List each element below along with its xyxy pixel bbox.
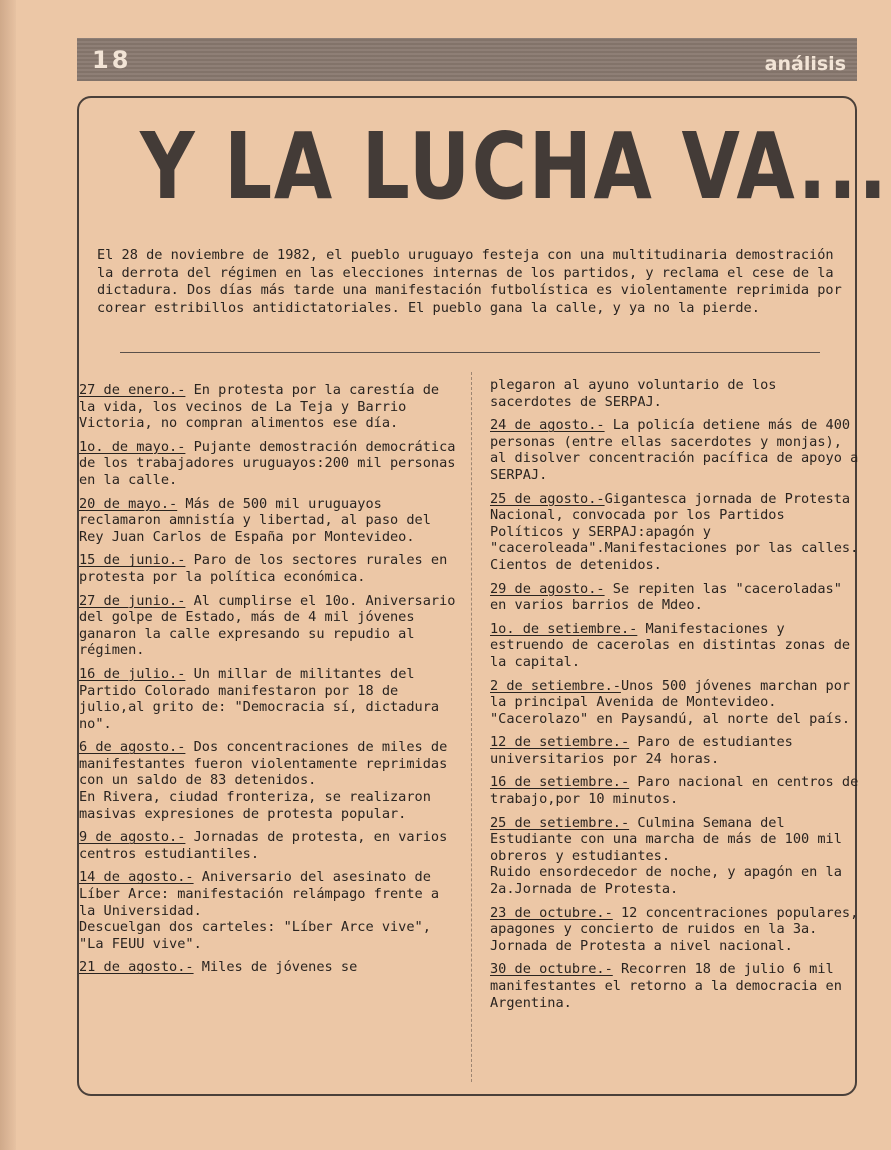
entry-date: 24 de agosto.- xyxy=(490,417,605,434)
entry-date: 25 de agosto.- xyxy=(490,490,605,507)
timeline-entry xyxy=(79,739,457,822)
entry-text: 12 concentraciones populares, apagones y concierto de ruidos en la 3a. Jornada de Protesta a nivel nacional. xyxy=(490,904,859,954)
entry-text: Más de 500 mil uruguayos reclamaron amnistía y libertad, al paso del Rey Juan Carlos de España por Montevideo. xyxy=(79,495,431,545)
entry-text: Paro nacional en centros de trabajo,por 10 minutos. xyxy=(490,774,859,808)
entry-date: 16 de julio.- xyxy=(79,665,186,682)
entry-date: 29 de agosto.- xyxy=(490,580,605,597)
entry-text: Al cumplirse el 10o. Aniversario del golpe de Estado, más de 4 mil jóvenes ganaron la calle expresando su repudio al régimen. xyxy=(79,592,456,659)
entry-date: 15 de junio.- xyxy=(79,552,186,569)
timeline-entry xyxy=(490,905,860,955)
entry-note: En Rivera, ciudad fronteriza, se realizaron masivas expresiones de protesta popular. xyxy=(79,789,431,822)
timeline-entry xyxy=(79,959,457,976)
section-label: análisis xyxy=(764,53,846,75)
timeline-entry xyxy=(79,496,457,546)
entry-text: Paro de estudiantes universitarios por 24 horas. xyxy=(490,734,793,767)
timeline-entry xyxy=(490,774,860,807)
entry-date: 27 de junio.- xyxy=(79,592,186,609)
timeline-entry xyxy=(490,491,860,574)
article-headline: Y LA LUCHA VA... xyxy=(140,113,889,220)
entry-text: Un millar de militantes del Partido Colorado manifestaron por 18 de julio,al grito de: "Democracia sí, dictadura no". xyxy=(79,665,440,732)
entry-text: Pujante demostración democrática de los trabajadores uruguayos:200 mil personas en la calle. xyxy=(79,438,456,488)
timeline-entry xyxy=(490,734,860,767)
entry-text: Recorren 18 de julio 6 mil manifestantes el retorno a la democracia en Argentina. xyxy=(490,961,842,1011)
left-column xyxy=(79,382,457,983)
timeline-entry xyxy=(79,593,457,659)
entry-text: Paro de los sectores rurales en protesta por la política económica. xyxy=(79,552,448,585)
entry-date: 23 de octubre.- xyxy=(490,904,613,921)
timeline-entry xyxy=(490,961,860,1011)
entry-note: "Cacerolazo" en Paysandú, al norte del país. xyxy=(490,710,851,727)
entry-text: La policía detiene más de 400 personas (entre ellas sacerdotes y monjas), al disolver concentración pacífica de apoyo a SERPAJ. xyxy=(490,417,859,483)
intro-divider xyxy=(120,352,820,353)
article-intro: El 28 de noviembre de 1982, el pueblo uruguayo festeja con una multitudinaria demostración la derrota del régimen en las elecciones internas de los partidos, y reclama el cese de la dictadura. Dos días más tarde una manifestación futbolística es violentamente reprimida por corear estribillos antidictatoriales. El pueblo gana la calle, y ya no la pierde. xyxy=(97,247,842,316)
right-column xyxy=(490,377,860,1018)
entry-text: Unos 500 jóvenes marchan por la principal Avenida de Montevideo. xyxy=(490,677,851,711)
entry-text: Dos concentraciones de miles de manifestantes fueron violentamente reprimidas con un saldo de 83 detenidos. xyxy=(79,739,448,789)
timeline-entry xyxy=(79,829,457,862)
entry-date: 30 de octubre.- xyxy=(490,961,613,978)
timeline-entry xyxy=(79,869,457,952)
entry-date: 6 de agosto.- xyxy=(79,739,186,756)
entry-note: Ruido ensordecedor de noche, y apagón en la 2a.Jornada de Protesta. xyxy=(490,864,842,898)
entry-date: 14 de agosto.- xyxy=(79,869,194,886)
page-edge-shadow xyxy=(0,0,16,1150)
page-number: 18 xyxy=(92,46,132,74)
entry-text: Se repiten las "caceroladas" en varios barrios de Mdeo. xyxy=(490,580,842,614)
entry-text: Jornadas de protesta, en varios centros estudiantiles. xyxy=(79,829,448,862)
entry-date: 27 de enero.- xyxy=(79,382,186,398)
entry-date: 21 de agosto.- xyxy=(79,959,194,976)
entry-text: Manifestaciones y estruendo de cacerolas en distintas zonas de la capital. xyxy=(490,620,851,670)
timeline-entry xyxy=(490,581,860,614)
entry-text: Gigantesca jornada de Protesta Nacional, convocada por los Partidos Políticos y SERPAJ:apagón y "caceroleada".Manifestaciones por las calles. Cientos de detenidos. xyxy=(490,490,859,573)
timeline-entry xyxy=(490,417,860,483)
entry-text: plegaron al ayuno voluntario de los sacerdotes de SERPAJ. xyxy=(490,377,777,410)
entry-date: 1o. de mayo.- xyxy=(79,438,186,455)
timeline-entry xyxy=(79,382,457,432)
entry-date: 1o. de setiembre.- xyxy=(490,620,638,637)
timeline-entry xyxy=(79,552,457,585)
entry-date: 9 de agosto.- xyxy=(79,829,186,846)
entry-note: Descuelgan dos carteles: "Líber Arce vive", "La FEUU vive". xyxy=(79,919,431,952)
timeline-entry xyxy=(79,666,457,732)
timeline-entry xyxy=(490,621,860,671)
entry-date: 20 de mayo.- xyxy=(79,495,178,512)
timeline-entry xyxy=(490,815,860,898)
entry-date: 25 de setiembre.- xyxy=(490,814,630,831)
timeline-entry xyxy=(490,678,860,728)
column-divider xyxy=(471,372,472,1082)
entry-text: Culmina Semana del Estudiante con una marcha de más de 100 mil obreros y estudiantes. xyxy=(490,814,842,864)
entry-text: Miles de jóvenes se xyxy=(193,959,358,976)
timeline-entry xyxy=(79,439,457,489)
entry-text: Aniversario del asesinato de Líber Arce: manifestación relámpago frente a la Universidad. xyxy=(79,869,440,919)
entry-date: 2 de setiembre.- xyxy=(490,677,621,694)
entry-date: 12 de setiembre.- xyxy=(490,734,630,751)
entry-text: En protesta por la carestía de la vida, los vecinos de La Teja y Barrio Victoria, no compran alimentos ese día. xyxy=(79,382,440,432)
timeline-entry xyxy=(490,377,860,410)
entry-date: 16 de setiembre.- xyxy=(490,774,630,791)
header-bar xyxy=(77,38,857,81)
